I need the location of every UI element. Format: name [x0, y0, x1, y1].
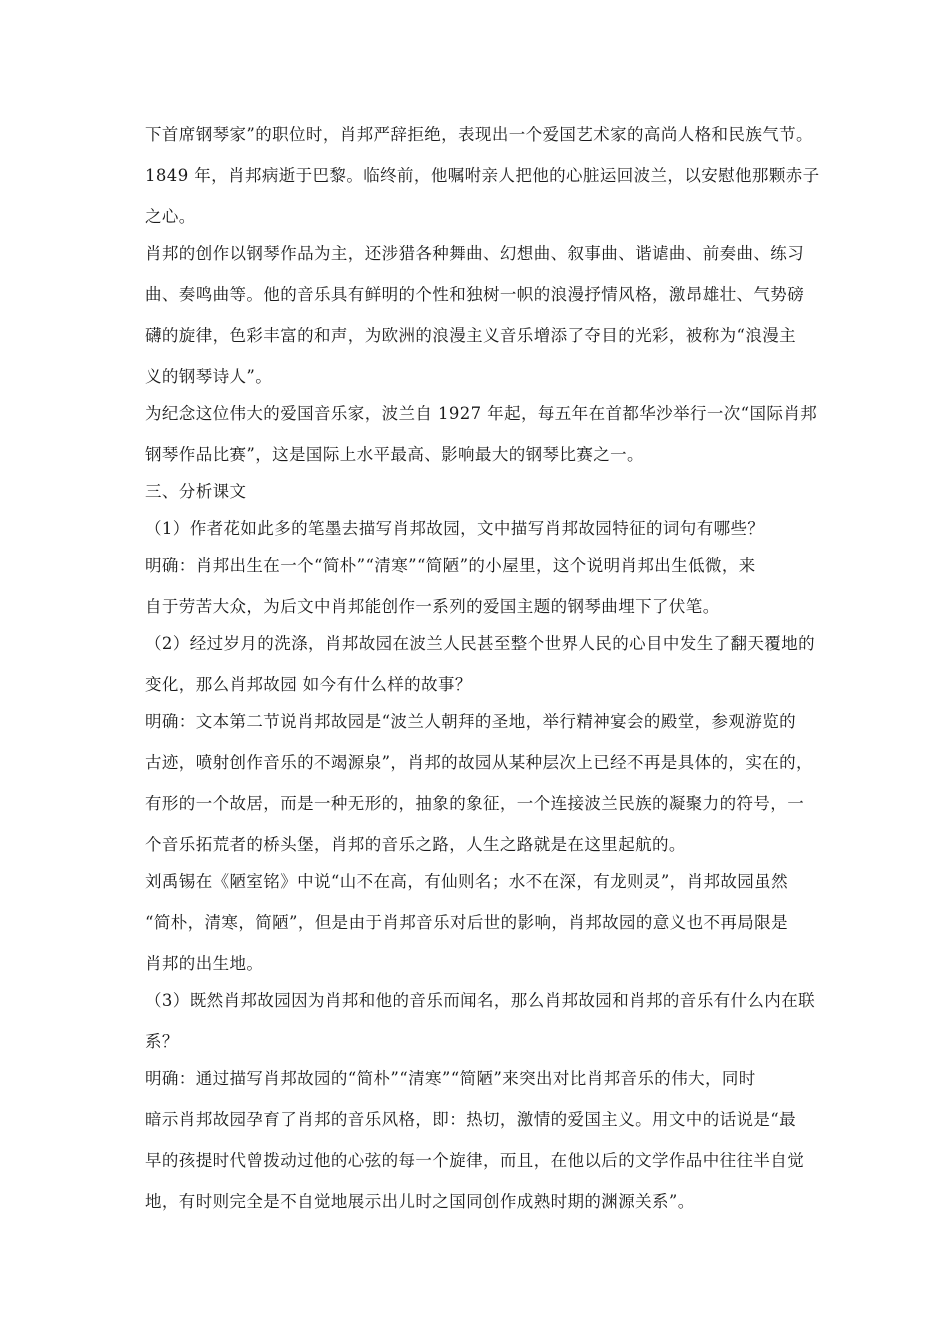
- question-line: （1）作者花如此多的笔墨去描写肖邦故园，文中描写肖邦故园特征的词句有哪些？: [145, 519, 765, 538]
- text-line: 有形的一个故居，而是一种无形的，抽象的象征，一个连接波兰民族的凝聚力的符号，一: [145, 794, 805, 813]
- text-line: 明确：文本第二节说肖邦故园是“波兰人朝拜的圣地，举行精神宴会的殿堂，参观游览的: [145, 712, 797, 731]
- text-line: 刘禹锡在《陋室铭》中说“山不在高，有仙则名；水不在深，有龙则灵”，肖邦故园虽然: [145, 872, 788, 891]
- text-line: 为纪念这位伟大的爱国音乐家，波兰自 1927 年起，每五年在首都华沙举行一次“国际肖邦: [145, 404, 818, 423]
- text-line: 肖邦的出生地。: [145, 954, 264, 973]
- text-line: 古迹，喷射创作音乐的不竭源泉”，肖邦的故园从某种层次上已经不再是具体的，实在的，: [145, 753, 813, 772]
- text-line: 系？: [145, 1032, 179, 1051]
- text-line: 自于劳苦大众，为后文中肖邦能创作一系列的爱国主题的钢琴曲埋下了伏笔。: [145, 597, 720, 616]
- text-line: 明确：肖邦出生在一个“简朴”“清寒”“简陋”的小屋里，这个说明肖邦出生低微，来: [145, 556, 756, 575]
- text-line: 义的钢琴诗人”。: [145, 367, 273, 386]
- text-line: 地，有时则完全是不自觉地展示出儿时之国同创作成熟时期的渊源关系”。: [145, 1192, 695, 1211]
- section-heading: 三、分析课文: [145, 482, 247, 501]
- text-line: 肖邦的创作以钢琴作品为主，还涉猎各种舞曲、幻想曲、叙事曲、谐谑曲、前奏曲、练习: [145, 244, 805, 263]
- text-line: 钢琴作品比赛”，这是国际上水平最高、影响最大的钢琴比赛之一。: [145, 445, 644, 464]
- text-line: 之心。: [145, 207, 196, 226]
- text-line: 个音乐拓荒者的桥头堡，肖邦的音乐之路，人生之路就是在这里起航的。: [145, 835, 686, 854]
- question-line: （3）既然肖邦故园因为肖邦和他的音乐而闻名，那么肖邦故园和肖邦的音乐有什么内在联: [145, 991, 815, 1010]
- text-line: “简朴，清寒，简陋”，但是由于肖邦音乐对后世的影响，肖邦故园的意义也不再局限是: [145, 913, 788, 932]
- text-line: 变化，那么肖邦故园 如今有什么样的故事？: [145, 675, 472, 694]
- text-line: 下首席钢琴家”的职位时，肖邦严辞拒绝，表现出一个爱国艺术家的高尚人格和民族气节。: [145, 125, 813, 144]
- text-line: 曲、奏鸣曲等。他的音乐具有鲜明的个性和独树一帜的浪漫抒情风格，激昂雄壮、气势磅: [145, 285, 805, 304]
- text-line: 早的孩提时代曾拨动过他的心弦的每一个旋律，而且，在他以后的文学作品中往往半自觉: [145, 1151, 805, 1170]
- question-line: （2）经过岁月的洗涤，肖邦故园在波兰人民甚至整个世界人民的心目中发生了翻天覆地的: [145, 634, 815, 653]
- text-line: 1849 年，肖邦病逝于巴黎。临终前，他嘱咐亲人把他的心脏运回波兰，以安慰他那颗赤子: [145, 166, 820, 185]
- text-line: 明确：通过描写肖邦故园的“简朴”“清寒”“简陋”来突出对比肖邦音乐的伟大，同时: [145, 1069, 756, 1088]
- text-line: 暗示肖邦故园孕育了肖邦的音乐风格，即：热切，激情的爱国主义。用文中的话说是“最: [145, 1110, 797, 1129]
- text-line: 礴的旋律，色彩丰富的和声，为欧洲的浪漫主义音乐增添了夺目的光彩，被称为“浪漫主: [145, 326, 797, 345]
